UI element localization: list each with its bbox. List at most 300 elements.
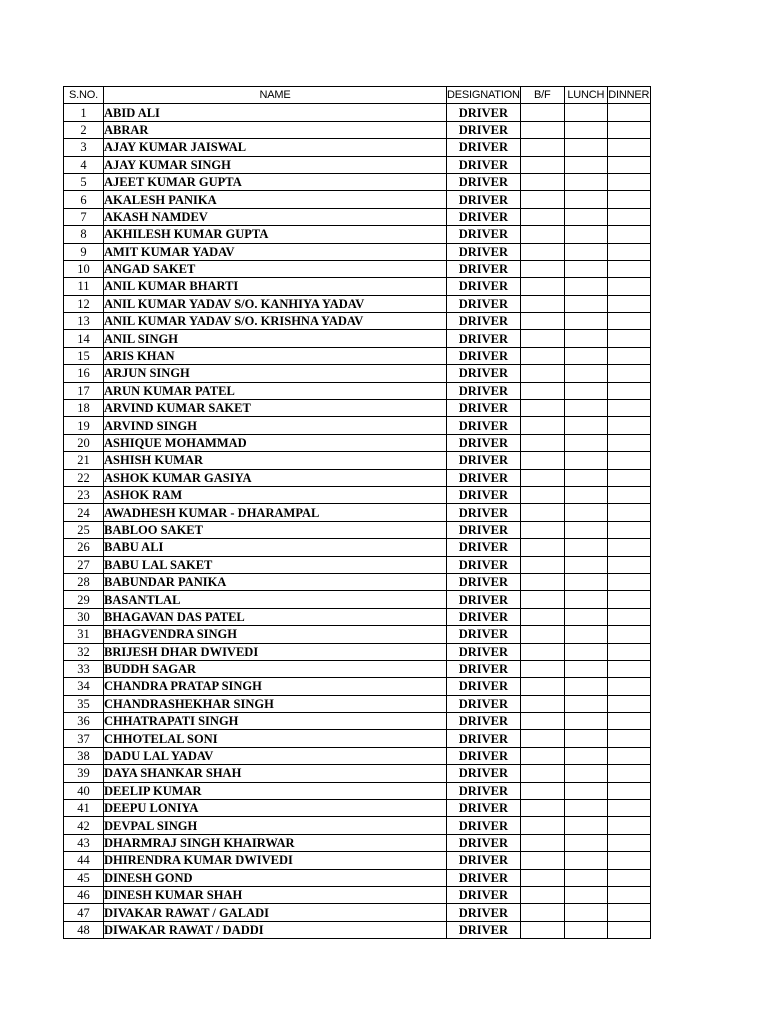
serial-number-cell: 5	[64, 173, 104, 190]
header-sno: S.NO.	[64, 87, 104, 104]
serial-number-cell: 16	[64, 365, 104, 382]
serial-number-cell: 19	[64, 417, 104, 434]
lunch-cell	[564, 921, 607, 938]
name-cell: AKALESH PANIKA	[104, 191, 447, 208]
dinner-cell	[607, 521, 650, 538]
breakfast-cell	[520, 434, 564, 451]
breakfast-cell	[520, 695, 564, 712]
table-row	[64, 400, 651, 417]
serial-number-cell: 31	[64, 626, 104, 643]
serial-number-cell: 34	[64, 678, 104, 695]
table-row	[64, 104, 651, 121]
lunch-cell	[564, 730, 607, 747]
lunch-cell	[564, 243, 607, 260]
table-row	[64, 626, 651, 643]
name-cell: DHIRENDRA KUMAR DWIVEDI	[104, 852, 447, 869]
designation-cell: DRIVER	[447, 365, 521, 382]
dinner-cell	[607, 608, 650, 625]
breakfast-cell	[520, 295, 564, 312]
serial-number-cell: 47	[64, 904, 104, 921]
serial-number-cell: 21	[64, 452, 104, 469]
table-row	[64, 817, 651, 834]
name-cell: ABID ALI	[104, 104, 447, 121]
breakfast-cell	[520, 278, 564, 295]
designation-cell: DRIVER	[447, 660, 521, 677]
dinner-cell	[607, 243, 650, 260]
designation-cell: DRIVER	[447, 886, 521, 903]
serial-number-cell: 24	[64, 504, 104, 521]
lunch-cell	[564, 226, 607, 243]
name-cell: BABUNDAR PANIKA	[104, 573, 447, 590]
name-cell: ARJUN SINGH	[104, 365, 447, 382]
serial-number-cell: 13	[64, 313, 104, 330]
designation-cell: DRIVER	[447, 782, 521, 799]
breakfast-cell	[520, 226, 564, 243]
name-cell: AJEET KUMAR GUPTA	[104, 173, 447, 190]
serial-number-cell: 1	[64, 104, 104, 121]
designation-cell: DRIVER	[447, 139, 521, 156]
breakfast-cell	[520, 556, 564, 573]
designation-cell: DRIVER	[447, 800, 521, 817]
breakfast-cell	[520, 886, 564, 903]
breakfast-cell	[520, 730, 564, 747]
serial-number-cell: 10	[64, 260, 104, 277]
lunch-cell	[564, 904, 607, 921]
breakfast-cell	[520, 486, 564, 503]
designation-cell: DRIVER	[447, 539, 521, 556]
table-row	[64, 539, 651, 556]
breakfast-cell	[520, 782, 564, 799]
designation-cell: DRIVER	[447, 104, 521, 121]
name-cell: AKASH NAMDEV	[104, 208, 447, 225]
dinner-cell	[607, 382, 650, 399]
breakfast-cell	[520, 469, 564, 486]
lunch-cell	[564, 678, 607, 695]
lunch-cell	[564, 121, 607, 138]
designation-cell: DRIVER	[447, 330, 521, 347]
serial-number-cell: 3	[64, 139, 104, 156]
dinner-cell	[607, 591, 650, 608]
designation-cell: DRIVER	[447, 678, 521, 695]
designation-cell: DRIVER	[447, 904, 521, 921]
dinner-cell	[607, 278, 650, 295]
lunch-cell	[564, 556, 607, 573]
name-cell: ASHIQUE MOHAMMAD	[104, 434, 447, 451]
breakfast-cell	[520, 869, 564, 886]
breakfast-cell	[520, 539, 564, 556]
table-row	[64, 278, 651, 295]
table-row	[64, 365, 651, 382]
name-cell: BABU LAL SAKET	[104, 556, 447, 573]
name-cell: CHHOTELAL SONI	[104, 730, 447, 747]
table-row	[64, 469, 651, 486]
serial-number-cell: 38	[64, 747, 104, 764]
designation-cell: DRIVER	[447, 156, 521, 173]
name-cell: BABU ALI	[104, 539, 447, 556]
breakfast-cell	[520, 260, 564, 277]
dinner-cell	[607, 713, 650, 730]
lunch-cell	[564, 365, 607, 382]
lunch-cell	[564, 104, 607, 121]
lunch-cell	[564, 591, 607, 608]
designation-cell: DRIVER	[447, 852, 521, 869]
table-row	[64, 643, 651, 660]
dinner-cell	[607, 695, 650, 712]
designation-cell: DRIVER	[447, 226, 521, 243]
serial-number-cell: 22	[64, 469, 104, 486]
designation-cell: DRIVER	[447, 260, 521, 277]
name-cell: ARUN KUMAR PATEL	[104, 382, 447, 399]
designation-cell: DRIVER	[447, 817, 521, 834]
designation-cell: DRIVER	[447, 469, 521, 486]
lunch-cell	[564, 539, 607, 556]
table-row	[64, 921, 651, 938]
dinner-cell	[607, 660, 650, 677]
breakfast-cell	[520, 713, 564, 730]
serial-number-cell: 23	[64, 486, 104, 503]
serial-number-cell: 32	[64, 643, 104, 660]
lunch-cell	[564, 782, 607, 799]
designation-cell: DRIVER	[447, 121, 521, 138]
serial-number-cell: 9	[64, 243, 104, 260]
table-row	[64, 747, 651, 764]
table-row	[64, 869, 651, 886]
dinner-cell	[607, 121, 650, 138]
dinner-cell	[607, 539, 650, 556]
lunch-cell	[564, 765, 607, 782]
name-cell: ANIL SINGH	[104, 330, 447, 347]
dinner-cell	[607, 869, 650, 886]
name-cell: BUDDH SAGAR	[104, 660, 447, 677]
table-row	[64, 208, 651, 225]
lunch-cell	[564, 643, 607, 660]
lunch-cell	[564, 608, 607, 625]
table-row	[64, 834, 651, 851]
serial-number-cell: 43	[64, 834, 104, 851]
table-row	[64, 382, 651, 399]
breakfast-cell	[520, 904, 564, 921]
dinner-cell	[607, 469, 650, 486]
serial-number-cell: 7	[64, 208, 104, 225]
dinner-cell	[607, 365, 650, 382]
header-designation: DESIGNATION	[447, 87, 521, 104]
designation-cell: DRIVER	[447, 921, 521, 938]
breakfast-cell	[520, 678, 564, 695]
table-row	[64, 660, 651, 677]
breakfast-cell	[520, 643, 564, 660]
name-cell: ASHOK KUMAR GASIYA	[104, 469, 447, 486]
designation-cell: DRIVER	[447, 591, 521, 608]
table-row	[64, 591, 651, 608]
dinner-cell	[607, 434, 650, 451]
designation-cell: DRIVER	[447, 191, 521, 208]
lunch-cell	[564, 208, 607, 225]
serial-number-cell: 6	[64, 191, 104, 208]
serial-number-cell: 11	[64, 278, 104, 295]
dinner-cell	[607, 626, 650, 643]
table-row	[64, 191, 651, 208]
table-row	[64, 573, 651, 590]
serial-number-cell: 25	[64, 521, 104, 538]
table-row	[64, 904, 651, 921]
name-cell: DIWAKAR RAWAT / DADDI	[104, 921, 447, 938]
dinner-cell	[607, 852, 650, 869]
table-row	[64, 800, 651, 817]
lunch-cell	[564, 330, 607, 347]
table-row	[64, 608, 651, 625]
lunch-cell	[564, 295, 607, 312]
name-cell: AKHILESH KUMAR GUPTA	[104, 226, 447, 243]
table-row	[64, 434, 651, 451]
breakfast-cell	[520, 365, 564, 382]
name-cell: BHAGVENDRA SINGH	[104, 626, 447, 643]
lunch-cell	[564, 660, 607, 677]
name-cell: DHARMRAJ SINGH KHAIRWAR	[104, 834, 447, 851]
dinner-cell	[607, 765, 650, 782]
designation-cell: DRIVER	[447, 626, 521, 643]
designation-cell: DRIVER	[447, 173, 521, 190]
serial-number-cell: 45	[64, 869, 104, 886]
breakfast-cell	[520, 347, 564, 364]
dinner-cell	[607, 800, 650, 817]
name-cell: ANIL KUMAR YADAV S/O. KANHIYA YADAV	[104, 295, 447, 312]
name-cell: AJAY KUMAR SINGH	[104, 156, 447, 173]
table-row	[64, 295, 651, 312]
lunch-cell	[564, 278, 607, 295]
serial-number-cell: 41	[64, 800, 104, 817]
breakfast-cell	[520, 817, 564, 834]
breakfast-cell	[520, 834, 564, 851]
designation-cell: DRIVER	[447, 313, 521, 330]
name-cell: CHANDRASHEKHAR SINGH	[104, 695, 447, 712]
name-cell: BASANTLAL	[104, 591, 447, 608]
breakfast-cell	[520, 191, 564, 208]
table-row	[64, 173, 651, 190]
designation-cell: DRIVER	[447, 434, 521, 451]
serial-number-cell: 26	[64, 539, 104, 556]
dinner-cell	[607, 226, 650, 243]
table-row	[64, 313, 651, 330]
table-row	[64, 886, 651, 903]
name-cell: BABLOO SAKET	[104, 521, 447, 538]
dinner-cell	[607, 921, 650, 938]
dinner-cell	[607, 817, 650, 834]
table-row	[64, 243, 651, 260]
dinner-cell	[607, 904, 650, 921]
lunch-cell	[564, 817, 607, 834]
breakfast-cell	[520, 765, 564, 782]
breakfast-cell	[520, 382, 564, 399]
serial-number-cell: 40	[64, 782, 104, 799]
lunch-cell	[564, 400, 607, 417]
dinner-cell	[607, 556, 650, 573]
breakfast-cell	[520, 660, 564, 677]
dinner-cell	[607, 104, 650, 121]
dinner-cell	[607, 191, 650, 208]
designation-cell: DRIVER	[447, 695, 521, 712]
breakfast-cell	[520, 573, 564, 590]
dinner-cell	[607, 486, 650, 503]
header-lunch: LUNCH	[564, 87, 607, 104]
name-cell: ARVIND SINGH	[104, 417, 447, 434]
dinner-cell	[607, 678, 650, 695]
table-row	[64, 417, 651, 434]
header-dinner: DINNER	[607, 87, 650, 104]
designation-cell: DRIVER	[447, 243, 521, 260]
lunch-cell	[564, 869, 607, 886]
breakfast-cell	[520, 608, 564, 625]
lunch-cell	[564, 417, 607, 434]
dinner-cell	[607, 504, 650, 521]
dinner-cell	[607, 782, 650, 799]
designation-cell: DRIVER	[447, 347, 521, 364]
lunch-cell	[564, 521, 607, 538]
name-cell: CHANDRA PRATAP SINGH	[104, 678, 447, 695]
lunch-cell	[564, 486, 607, 503]
designation-cell: DRIVER	[447, 521, 521, 538]
breakfast-cell	[520, 104, 564, 121]
dinner-cell	[607, 643, 650, 660]
designation-cell: DRIVER	[447, 869, 521, 886]
lunch-cell	[564, 260, 607, 277]
breakfast-cell	[520, 313, 564, 330]
header-row	[64, 87, 651, 104]
breakfast-cell	[520, 452, 564, 469]
lunch-cell	[564, 713, 607, 730]
name-cell: AWADHESH KUMAR - DHARAMPAL	[104, 504, 447, 521]
dinner-cell	[607, 173, 650, 190]
name-cell: ANGAD SAKET	[104, 260, 447, 277]
designation-cell: DRIVER	[447, 765, 521, 782]
serial-number-cell: 12	[64, 295, 104, 312]
dinner-cell	[607, 330, 650, 347]
table-row	[64, 347, 651, 364]
breakfast-cell	[520, 208, 564, 225]
designation-cell: DRIVER	[447, 556, 521, 573]
breakfast-cell	[520, 626, 564, 643]
name-cell: CHHATRAPATI SINGH	[104, 713, 447, 730]
breakfast-cell	[520, 417, 564, 434]
dinner-cell	[607, 452, 650, 469]
table-row	[64, 695, 651, 712]
dinner-cell	[607, 747, 650, 764]
serial-number-cell: 4	[64, 156, 104, 173]
designation-cell: DRIVER	[447, 713, 521, 730]
designation-cell: DRIVER	[447, 208, 521, 225]
serial-number-cell: 44	[64, 852, 104, 869]
designation-cell: DRIVER	[447, 486, 521, 503]
lunch-cell	[564, 852, 607, 869]
serial-number-cell: 36	[64, 713, 104, 730]
serial-number-cell: 29	[64, 591, 104, 608]
name-cell: BHAGAVAN DAS PATEL	[104, 608, 447, 625]
lunch-cell	[564, 834, 607, 851]
serial-number-cell: 35	[64, 695, 104, 712]
serial-number-cell: 28	[64, 573, 104, 590]
table-row	[64, 504, 651, 521]
serial-number-cell: 33	[64, 660, 104, 677]
dinner-cell	[607, 313, 650, 330]
name-cell: DAYA SHANKAR SHAH	[104, 765, 447, 782]
name-cell: ASHOK RAM	[104, 486, 447, 503]
serial-number-cell: 17	[64, 382, 104, 399]
lunch-cell	[564, 173, 607, 190]
lunch-cell	[564, 626, 607, 643]
designation-cell: DRIVER	[447, 417, 521, 434]
table-row	[64, 678, 651, 695]
designation-cell: DRIVER	[447, 730, 521, 747]
lunch-cell	[564, 747, 607, 764]
lunch-cell	[564, 504, 607, 521]
name-cell: ASHISH KUMAR	[104, 452, 447, 469]
lunch-cell	[564, 434, 607, 451]
serial-number-cell: 8	[64, 226, 104, 243]
designation-cell: DRIVER	[447, 400, 521, 417]
serial-number-cell: 18	[64, 400, 104, 417]
driver-meal-table	[63, 86, 651, 939]
name-cell: DEEPU LONIYA	[104, 800, 447, 817]
table-row	[64, 556, 651, 573]
serial-number-cell: 15	[64, 347, 104, 364]
breakfast-cell	[520, 156, 564, 173]
lunch-cell	[564, 313, 607, 330]
serial-number-cell: 42	[64, 817, 104, 834]
dinner-cell	[607, 260, 650, 277]
lunch-cell	[564, 800, 607, 817]
designation-cell: DRIVER	[447, 834, 521, 851]
table-row	[64, 139, 651, 156]
dinner-cell	[607, 347, 650, 364]
dinner-cell	[607, 295, 650, 312]
lunch-cell	[564, 156, 607, 173]
name-cell: ANIL KUMAR YADAV S/O. KRISHNA YADAV	[104, 313, 447, 330]
breakfast-cell	[520, 591, 564, 608]
dinner-cell	[607, 417, 650, 434]
name-cell: ANIL KUMAR BHARTI	[104, 278, 447, 295]
lunch-cell	[564, 191, 607, 208]
designation-cell: DRIVER	[447, 382, 521, 399]
lunch-cell	[564, 695, 607, 712]
table-row	[64, 226, 651, 243]
dinner-cell	[607, 886, 650, 903]
name-cell: ABRAR	[104, 121, 447, 138]
table-row	[64, 713, 651, 730]
serial-number-cell: 37	[64, 730, 104, 747]
designation-cell: DRIVER	[447, 295, 521, 312]
name-cell: DIVAKAR RAWAT / GALADI	[104, 904, 447, 921]
name-cell: DINESH GOND	[104, 869, 447, 886]
header-name: NAME	[104, 87, 447, 104]
dinner-cell	[607, 834, 650, 851]
table-body	[64, 104, 651, 939]
designation-cell: DRIVER	[447, 573, 521, 590]
designation-cell: DRIVER	[447, 278, 521, 295]
lunch-cell	[564, 347, 607, 364]
header-bf: B/F	[520, 87, 564, 104]
dinner-cell	[607, 730, 650, 747]
name-cell: AMIT KUMAR YADAV	[104, 243, 447, 260]
designation-cell: DRIVER	[447, 643, 521, 660]
breakfast-cell	[520, 921, 564, 938]
breakfast-cell	[520, 121, 564, 138]
table-row	[64, 330, 651, 347]
dinner-cell	[607, 139, 650, 156]
dinner-cell	[607, 573, 650, 590]
breakfast-cell	[520, 521, 564, 538]
lunch-cell	[564, 382, 607, 399]
table-row	[64, 156, 651, 173]
serial-number-cell: 27	[64, 556, 104, 573]
